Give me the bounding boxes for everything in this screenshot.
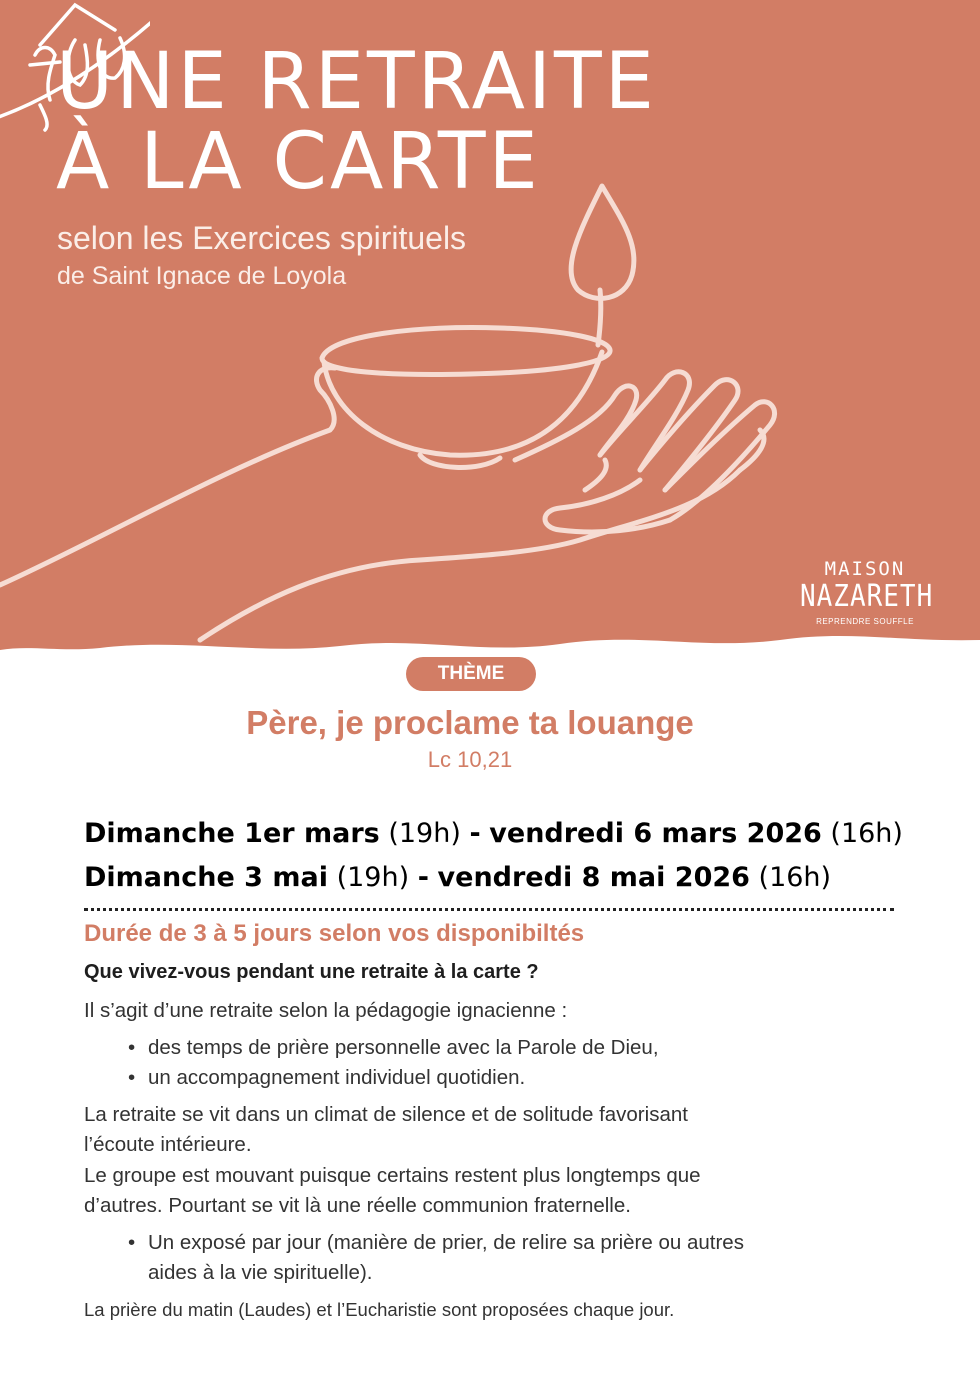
title-line-2: À LA CARTE xyxy=(56,117,541,207)
intro-text: Il s’agit d’une retraite selon la pédagogie ignacienne : xyxy=(84,999,568,1022)
list-item-line: Un exposé par jour (manière de prier, de relire sa prière ou autres xyxy=(148,1230,744,1254)
date-start-time: (19h) xyxy=(336,862,410,893)
dates-block xyxy=(84,812,934,900)
question-heading: Que vivez-vous pendant une retraite à la carte ? xyxy=(84,961,539,983)
list-item xyxy=(148,1228,904,1289)
bullet-list xyxy=(84,1228,904,1289)
paragraph-line: Le groupe est mouvant puisque certains restent plus longtemps que xyxy=(84,1163,701,1187)
paragraph xyxy=(84,1100,904,1222)
date-end-day: vendredi 6 mars 2026 xyxy=(489,818,822,849)
maison-nazareth-logo-icon xyxy=(0,0,150,210)
date-end-day: vendredi 8 mai 2026 xyxy=(437,862,750,893)
list-item-line: aides à la vie spirituelle). xyxy=(148,1261,373,1284)
theme-title: Père, je proclame ta louange xyxy=(246,704,694,741)
date-separator: - xyxy=(417,862,429,893)
paragraph-line: La retraite se vit dans un climat de silence et de solitude favorisant xyxy=(84,1102,688,1126)
dotted-divider xyxy=(84,908,894,911)
bullet-list xyxy=(84,1033,904,1094)
subtitle: selon les Exercices spirituels xyxy=(57,220,467,256)
list-item: • des temps de prière personnelle avec la Parole de Dieu, xyxy=(148,1033,904,1064)
date-start-day: Dimanche 3 mai xyxy=(84,862,328,893)
date-line xyxy=(84,856,934,900)
date-separator: - xyxy=(469,818,481,849)
paragraph-line: l’écoute intérieure. xyxy=(84,1133,252,1156)
date-line xyxy=(84,812,934,856)
list-item: • un accompagnement individuel quotidien. xyxy=(148,1063,904,1094)
hero-banner xyxy=(0,0,980,665)
subtitle-author: de Saint Ignace de Loyola xyxy=(57,262,347,290)
title-line-1: UNE RETRAITE xyxy=(56,37,657,127)
logo-tagline: REPRENDRE SOUFFLE xyxy=(816,617,914,626)
paragraph-line: d’autres. Pourtant se vit là une réelle communion fraternelle. xyxy=(84,1194,631,1217)
theme-reference: Lc 10,21 xyxy=(427,747,513,772)
theme-badge: THÈME xyxy=(406,657,536,691)
logo-name-line-2: NAZARETH xyxy=(800,579,934,615)
logo-name-line-1: MAISON xyxy=(824,558,906,580)
duration-heading: Durée de 3 à 5 jours selon vos disponibiltés xyxy=(84,920,585,947)
body-text xyxy=(84,996,904,1295)
date-start-time: (19h) xyxy=(388,818,461,849)
footer-note: La prière du matin (Laudes) et l’Eucharistie sont proposées chaque jour. xyxy=(84,1299,675,1320)
date-end-time: (16h) xyxy=(758,862,832,893)
date-start-day: Dimanche 1er mars xyxy=(84,818,380,849)
date-end-time: (16h) xyxy=(830,818,903,849)
